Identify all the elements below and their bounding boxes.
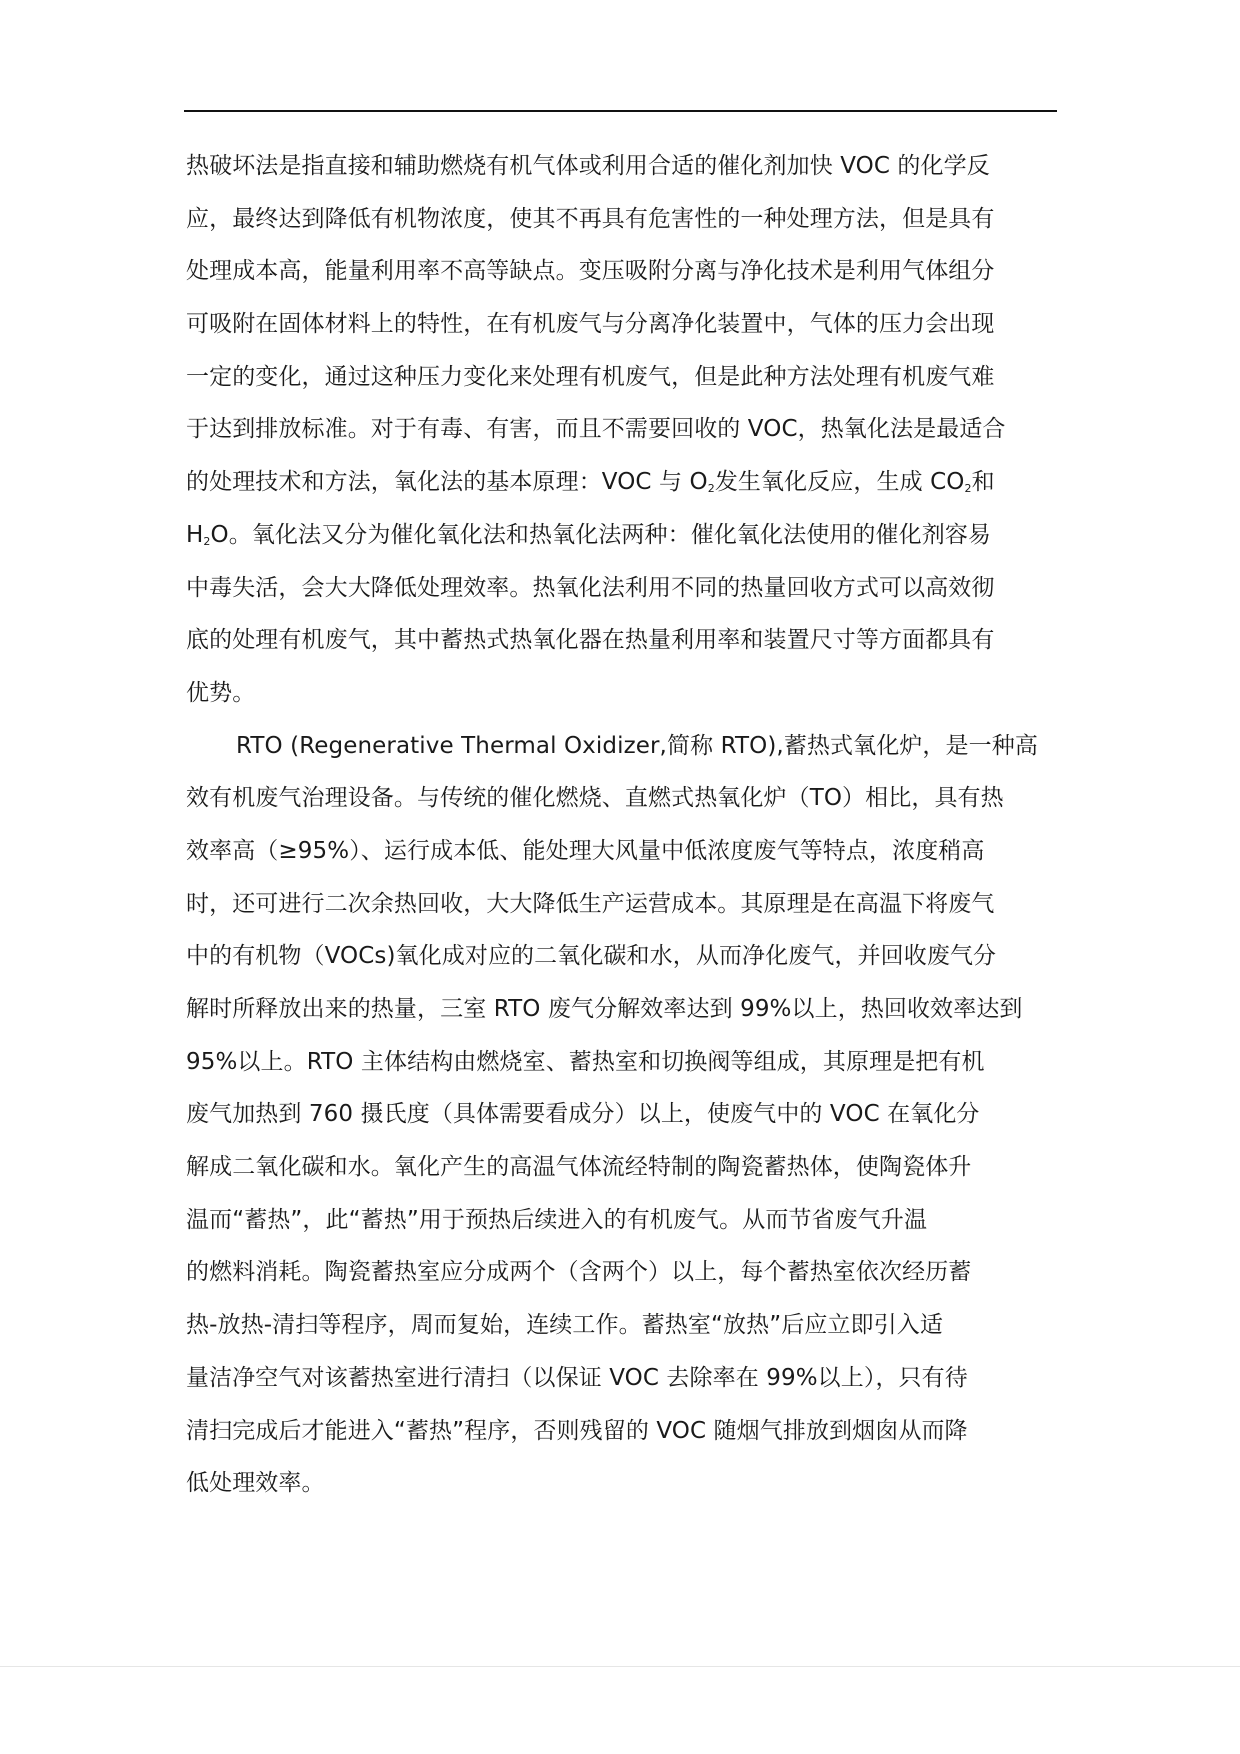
text-line: 可吸附在固体材料上的特性，在有机废气与分离净化装置中，气体的压力会出现 (186, 311, 995, 338)
text-line: 应，最终达到降低有机物浓度，使其不再具有危害性的一种处理方法，但是具有 (186, 205, 995, 232)
header-rule (184, 110, 1057, 112)
text-fragment: O。氧化法又分为催化氧化法和热氧化法两种：催化氧化法使用的催化剂容易 (210, 521, 992, 548)
subscript: 2 (203, 534, 211, 548)
text-line: 的燃料消耗。陶瓷蓄热室应分成两个（含两个）以上，每个蓄热室依次经历蓄 (186, 1259, 972, 1286)
text-line: 清扫完成后才能进入“蓄热”程序，否则残留的 VOC 随烟气排放到烟囱从而降 (186, 1417, 968, 1444)
paragraph-2 (186, 720, 1081, 1510)
text-line: 中毒失活，会大大降低处理效率。热氧化法利用不同的热量回收方式可以高效彻 (186, 574, 995, 601)
text-line: 热破坏法是指直接和辅助燃烧有机气体或利用合适的催化剂加快 VOC 的化学反 (186, 153, 990, 179)
text-line: RTO (Regenerative Thermal Oxidizer,简称 RTO),蓄热式氧化炉，是一种高 (236, 732, 1038, 759)
text-line: 处理成本高，能量利用率不高等缺点。变压吸附分离与净化技术是利用气体组分 (186, 258, 995, 285)
subscript: 2 (964, 482, 972, 496)
text-line: 废气加热到 760 摄氏度（具体需要看成分）以上，使废气中的 VOC 在氧化分 (186, 1101, 980, 1128)
text-line: 底的处理有机废气，其中蓄热式热氧化器在热量利用率和装置尺寸等方面都具有 (186, 627, 995, 654)
text-fragment: 的处理技术和方法，氧化法的基本原理：VOC 与 O (186, 469, 708, 496)
text-line: 量洁净空气对该蓄热室进行清扫（以保证 VOC 去除率在 99%以上），只有待 (186, 1364, 968, 1391)
text-line (186, 456, 1081, 509)
paragraph-1 (186, 140, 1081, 720)
text-line: 时，还可进行二次余热回收，大大降低生产运营成本。其原理是在高温下将废气 (186, 890, 995, 917)
text-line: 热-放热-清扫等程序，周而复始，连续工作。蓄热室“放热”后应立即引入适 (186, 1312, 943, 1339)
text-line: 于达到排放标准。对于有毒、有害，而且不需要回收的 VOC，热氧化法是最适合 (186, 416, 1006, 443)
footer-rule (0, 1666, 1240, 1667)
text-line: 解成二氧化碳和水。氧化产生的高温气体流经特制的陶瓷蓄热体，使陶瓷体升 (186, 1154, 972, 1181)
text-line: 低处理效率。 (186, 1470, 325, 1497)
text-fragment: H (186, 521, 204, 548)
text-line: 温而“蓄热”，此“蓄热”用于预热后续进入的有机废气。从而节省废气升温 (186, 1206, 928, 1233)
text-line (186, 509, 1081, 562)
text-line: 解时所释放出来的热量，三室 RTO 废气分解效率达到 99%以上，热回收效率达到 (186, 996, 1023, 1022)
text-fragment: 发生氧化反应，生成 CO (714, 469, 965, 496)
text-fragment: 和 (971, 469, 995, 496)
text-line: 优势。 (186, 679, 256, 706)
subscript: 2 (707, 482, 715, 496)
text-line: 一定的变化，通过这种压力变化来处理有机废气，但是此种方法处理有机废气难 (186, 363, 995, 390)
body-text (186, 140, 1081, 1510)
text-line: 中的有机物（VOCs)氧化成对应的二氧化碳和水，从而净化废气，并回收废气分 (186, 943, 997, 970)
text-line: 效率高（≥95%）、运行成本低、能处理大风量中低浓度废气等特点，浓度稍高 (186, 837, 985, 864)
text-line: 95%以上。RTO 主体结构由燃烧室、蓄热室和切换阀等组成，其原理是把有机 (186, 1048, 985, 1075)
text-line: 效有机废气治理设备。与传统的催化燃烧、直燃式热氧化炉（TO）相比，具有热 (186, 785, 1004, 812)
